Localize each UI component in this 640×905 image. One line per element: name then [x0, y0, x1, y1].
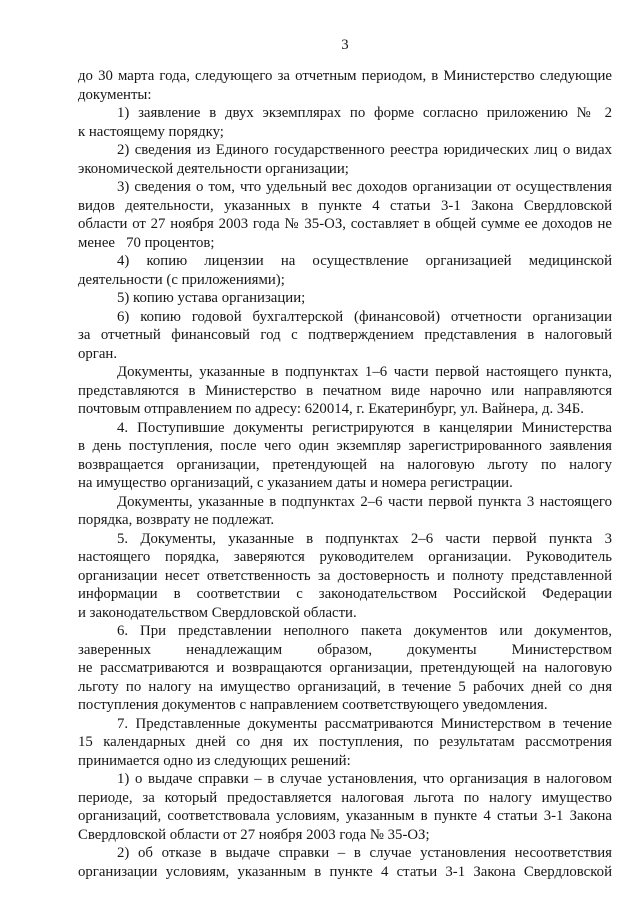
text-line: видов деятельности, указанных в пункте 4 статьи 3-1 Закона Свердловской	[78, 197, 612, 214]
text-line: 4) копию лицензии на осуществление организацией медицинской	[117, 253, 612, 269]
text-line: периоде, за который предоставляется налоговая льгота по налогу имущество	[78, 789, 612, 806]
text-line: области от 27 ноября 2003 года № 35-ОЗ, составляет в общей сумме ее доходов не	[78, 216, 612, 232]
text-line: до 30 марта года, следующего за отчетным периодом, в Министерство следующие	[78, 68, 612, 84]
paragraph	[78, 252, 612, 289]
text-line: орган.	[78, 345, 118, 362]
text-line: представляются в Министерство в печатном виде нарочно или направляются	[78, 382, 612, 399]
paragraph	[78, 67, 612, 104]
text-line: 6) копию годовой бухгалтерской (финансовой) отчетности организации	[117, 308, 612, 325]
text-line: 3) сведения о том, что удельный вес доходов организации от осуществления	[117, 179, 612, 195]
paragraph	[78, 178, 612, 252]
text-line: на имущество организаций, с указанием даты и номера регистрации.	[78, 475, 513, 491]
text-line: в день поступления, после чего один экземпляр зарегистрированного заявления	[78, 438, 612, 454]
paragraph	[78, 419, 612, 493]
text-line: 5. Документы, указанные в подпунктах 2–6 части первой пункта 3	[117, 530, 612, 547]
text-line: Документы, указанные в подпунктах 2–6 части первой пункта 3 настоящего	[117, 493, 612, 510]
text-line: за отчетный финансовый год с подтверждением представления в налоговый	[78, 327, 612, 343]
text-line: заверенных ненадлежащим образом, документы Министерством	[78, 641, 612, 658]
text-line: 4. Поступившие документы регистрируются в канцелярии Министерства	[117, 419, 612, 436]
text-line: 7. Представленные документы рассматриваются Министерством в течение	[117, 715, 612, 732]
text-line: поступления документов с направлением соответствующего уведомления.	[78, 697, 548, 713]
text-line: экономической деятельности организации;	[78, 160, 349, 177]
paragraph	[78, 289, 612, 308]
text-line: Свердловской области от 27 ноября 2003 года № 35-ОЗ;	[78, 826, 430, 843]
text-line: 2) сведения из Единого государственного реестра юридических лиц о видах	[117, 142, 612, 158]
document-body	[78, 67, 612, 881]
text-line: менее 70 процентов;	[78, 234, 215, 251]
text-line: документы:	[78, 86, 152, 103]
paragraph	[78, 104, 612, 141]
text-line: настоящего порядка, заверяются руководителем организации. Руководитель	[78, 549, 612, 565]
text-line: принимается одно из следующих решений:	[78, 752, 351, 769]
text-line: не рассматриваются и возвращаются организации, претендующей на налоговую	[78, 660, 612, 676]
page-number: 3	[341, 37, 349, 53]
paragraph	[78, 770, 612, 844]
text-line: возвращается организации, претендующей на налоговую льготу по налогу	[78, 456, 612, 473]
paragraph	[78, 622, 612, 715]
text-line: льготу по налогу на имущество организаций, в течение 5 рабочих дней со дня	[78, 678, 612, 695]
text-line: и законодательством Свердловской области.	[78, 604, 357, 621]
text-line: информации в соответствии с законодательством Российской Федерации	[78, 586, 612, 602]
paragraph	[78, 141, 612, 178]
text-line: организации условиям, указанным в пункте 4 статьи 3-1 Закона Свердловской	[78, 863, 612, 880]
text-line: 6. При представлении неполного пакета документов или документов,	[117, 623, 612, 639]
text-line: порядка, возврату не подлежат.	[78, 512, 275, 528]
text-line: организаций, соответствовала условиям, указанным в пункте 4 статьи 3-1 Закона	[78, 808, 612, 824]
text-line: почтовым отправлением по адресу: 620014, г. Екатеринбург, ул. Вайнера, д. 34Б.	[78, 401, 584, 417]
paragraph	[78, 363, 612, 419]
text-line: 1) заявление в двух экземплярах по форме согласно приложению № 2	[117, 105, 612, 121]
paragraph	[78, 715, 612, 771]
text-line: организации несет ответственность за достоверность и полноту представленной	[78, 567, 612, 584]
text-line: 15 календарных дней со дня их поступления, по результатам рассмотрения	[78, 734, 612, 750]
text-line: деятельности (с приложениями);	[78, 271, 285, 288]
paragraph	[78, 308, 612, 364]
text-line: к настоящему порядку;	[78, 123, 224, 140]
text-line: 5) копию устава организации;	[117, 290, 306, 306]
text-line: 1) о выдаче справки – в случае установления, что организация в налоговом	[117, 771, 612, 787]
text-line: 2) об отказе в выдаче справки – в случае установления несоответствия	[117, 845, 612, 861]
paragraph	[78, 530, 612, 623]
paragraph	[78, 844, 612, 881]
text-line: Документы, указанные в подпунктах 1–6 части первой настоящего пункта,	[117, 364, 612, 380]
paragraph	[78, 493, 612, 530]
